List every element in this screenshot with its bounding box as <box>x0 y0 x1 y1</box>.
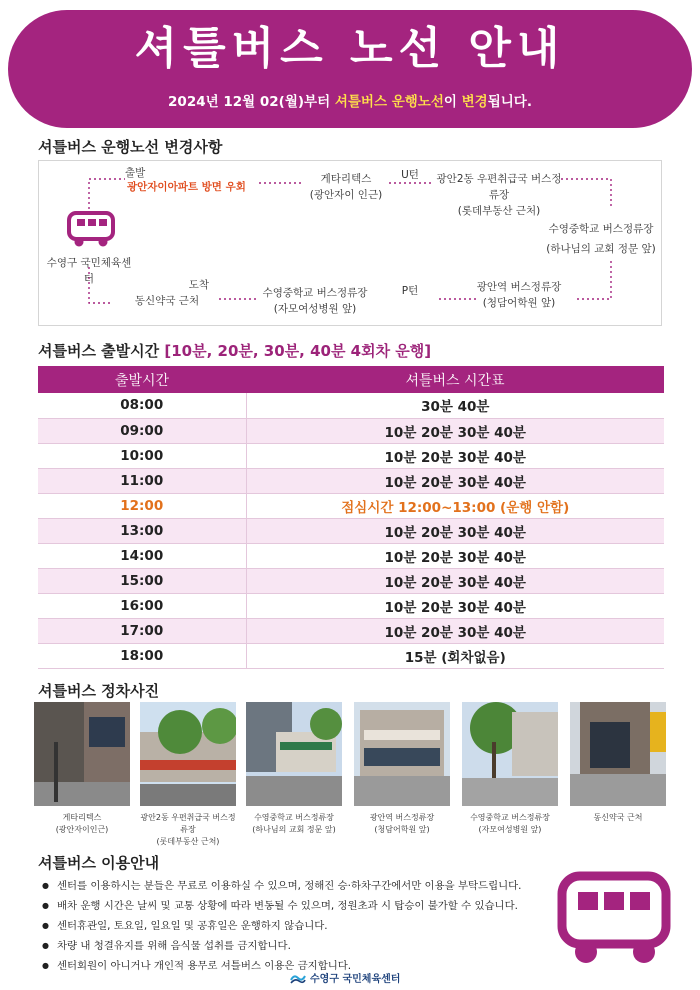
caption-line1: 게타리텍스 <box>62 813 102 822</box>
table-row <box>38 568 664 593</box>
row-time: 17:00 <box>38 618 246 643</box>
bus-large-icon <box>556 868 674 968</box>
row-slots: 10분 20분 30분 40분 <box>246 518 664 543</box>
row-slots: 10분 20분 30분 40분 <box>246 468 664 493</box>
stop-photo-image <box>570 702 666 806</box>
table-row <box>38 393 664 418</box>
route-origin: 수영구 국민체육센터 <box>46 257 132 285</box>
schedule-table <box>38 366 664 669</box>
photos-section-title: 셔틀버스 정차사진 <box>38 682 160 700</box>
table-row <box>38 593 664 618</box>
col-header-time: 출발시간 <box>38 366 246 393</box>
route-stop1-name: 게타리텍스 <box>320 173 372 185</box>
table-row <box>38 618 664 643</box>
stop-photo-caption <box>570 812 666 824</box>
row-slots: 30분 40분 <box>246 393 664 418</box>
route-depart-stop: 광안자이아파트 방면 우회 <box>127 181 246 193</box>
schedule-title-main: 셔틀버스 출발시간 <box>38 342 165 360</box>
route-pturn: P턴 <box>401 285 419 297</box>
page-subtitle <box>8 90 692 110</box>
stop-photo-image <box>140 702 236 806</box>
stop-photo-5 <box>462 702 558 836</box>
row-slots: 10분 20분 30분 40분 <box>246 593 664 618</box>
row-time: 08:00 <box>38 393 246 418</box>
stop-photo-image <box>462 702 558 806</box>
table-row <box>38 468 664 493</box>
stop-photos <box>34 702 666 846</box>
route-stop3 <box>539 221 663 257</box>
table-row <box>38 443 664 468</box>
row-slots: 10분 20분 30분 40분 <box>246 618 664 643</box>
list-item: ● 센터휴관일, 토요일, 일요일 및 공휴일은 운행하지 않습니다. <box>42 916 522 936</box>
table-row-lunch <box>38 493 664 518</box>
route-stop2-name: 광안2동 우편취급국 버스정류장 <box>436 173 562 201</box>
footer-org: 수영구 국민체육센터 <box>310 974 401 985</box>
caption-line2: (롯데부동산 근처) <box>156 837 220 846</box>
route-diagram <box>38 160 662 326</box>
route-stop5 <box>253 285 377 317</box>
route-arrive <box>117 277 217 309</box>
row-slots: 15분 (회차없음) <box>246 643 664 668</box>
title-banner <box>8 10 692 128</box>
stop-photo-image <box>34 702 130 806</box>
stop-photo-3 <box>246 702 342 836</box>
stop-photo-image <box>354 702 450 806</box>
stop-photo-2 <box>140 702 236 848</box>
row-slots: 10분 20분 30분 40분 <box>246 543 664 568</box>
caption-line2: (하나님의 교회 정문 앞) <box>252 825 336 834</box>
route-stop4-sub: (청담어학원 앞) <box>482 297 556 309</box>
row-time: 11:00 <box>38 468 246 493</box>
row-slots: 10분 20분 30분 40분 <box>246 568 664 593</box>
caption-line2: (광안자이인근) <box>55 825 109 834</box>
row-time: 10:00 <box>38 443 246 468</box>
subtitle-highlight-change: 변경 <box>461 94 488 110</box>
route-stop2-sub: (롯데부동산 근처) <box>457 205 541 217</box>
route-stop2 <box>433 171 565 219</box>
stop-photo-caption <box>140 812 236 848</box>
stop-photo-caption <box>246 812 342 836</box>
table-row <box>38 418 664 443</box>
row-time: 15:00 <box>38 568 246 593</box>
caption-line2: (자모여성병원 앞) <box>478 825 542 834</box>
row-time: 12:00 <box>38 493 246 518</box>
route-stop3-sub: (하나님의 교회 정문 앞) <box>546 243 656 255</box>
bus-icon <box>67 209 117 249</box>
table-row <box>38 643 664 668</box>
stop-photo-1 <box>34 702 130 836</box>
caption-line2: (청담어학원 앞) <box>374 825 430 834</box>
stop-photo-caption <box>354 812 450 836</box>
page-title: 셔틀버스 노선 안내 <box>134 23 566 74</box>
route-depart-label: 출발 <box>125 167 146 179</box>
caption-line1: 동신약국 근처 <box>593 813 643 822</box>
list-item: ● 센터를 이용하시는 분들은 무료로 이용하실 수 있으며, 정해진 승·하차구간에서만 이용을 부탁드립니다. <box>42 876 522 896</box>
row-slots: 10분 20분 30분 40분 <box>246 418 664 443</box>
caption-line1: 광안역 버스정류장 <box>369 813 435 822</box>
route-stop5-name: 수영중학교 버스정류장 <box>262 287 368 299</box>
route-stop4 <box>459 279 579 311</box>
schedule-header-row <box>38 366 664 393</box>
row-time: 13:00 <box>38 518 246 543</box>
subtitle-prefix: 2024년 12월 02(월)부터 <box>168 94 335 110</box>
route-stop3-name: 수영중학교 버스정류장 <box>548 223 654 235</box>
route-stop5-sub: (자모여성병원 앞) <box>273 303 357 315</box>
stop-photo-4 <box>354 702 450 836</box>
list-item: ● 센터회원이 아니거나 개인적 용무로 셔틀버스 이용은 금지합니다. <box>42 956 522 976</box>
row-time: 14:00 <box>38 543 246 568</box>
footer <box>290 970 400 985</box>
stop-photo-caption <box>462 812 558 836</box>
row-time: 18:00 <box>38 643 246 668</box>
guide-list <box>42 876 522 976</box>
route-stop4-name: 광안역 버스정류장 <box>476 281 562 293</box>
caption-line1: 광안2동 우편취급국 버스정류장 <box>140 813 236 834</box>
guide-section-title: 셔틀버스 이용안내 <box>38 854 160 872</box>
subtitle-suffix: 됩니다. <box>487 94 532 110</box>
caption-line1: 수영중학교 버스정류장 <box>470 813 550 822</box>
table-row <box>38 518 664 543</box>
route-arrive-label: 도착 <box>188 279 209 291</box>
row-slots: 10분 20분 30분 40분 <box>246 443 664 468</box>
stop-photo-caption <box>34 812 130 836</box>
route-stop1-sub: (광안자이 인근) <box>309 189 383 201</box>
row-slots: 점심시간 12:00~13:00 (운행 안함) <box>246 493 664 518</box>
stop-photo-image <box>246 702 342 806</box>
subtitle-mid: 이 <box>443 94 462 110</box>
col-header-table: 셔틀버스 시간표 <box>246 366 664 393</box>
wave-logo-icon <box>290 972 306 984</box>
schedule-title-paren: [10분, 20분, 30분, 40분 4회차 운행] <box>164 342 432 360</box>
subtitle-highlight-route: 셔틀버스 운행노선 <box>334 94 444 110</box>
route-uturn: U턴 <box>401 169 419 181</box>
schedule-section-title <box>38 340 431 361</box>
stop-photo-6 <box>570 702 666 824</box>
row-time: 16:00 <box>38 593 246 618</box>
caption-line1: 수영중학교 버스정류장 <box>254 813 334 822</box>
table-row <box>38 543 664 568</box>
route-arrive-stop: 동신약국 근처 <box>134 295 200 307</box>
route-section-title: 셔틀버스 운행노선 변경사항 <box>38 138 223 156</box>
list-item: ● 차량 내 청결유지를 위해 음식물 섭취를 금지합니다. <box>42 936 522 956</box>
list-item: ● 배차 운행 시간은 날씨 및 교통 상황에 따라 변동될 수 있으며, 정원초과 시 탑승이 불가할 수 있습니다. <box>42 896 522 916</box>
row-time: 09:00 <box>38 418 246 443</box>
route-stop1 <box>301 171 391 203</box>
